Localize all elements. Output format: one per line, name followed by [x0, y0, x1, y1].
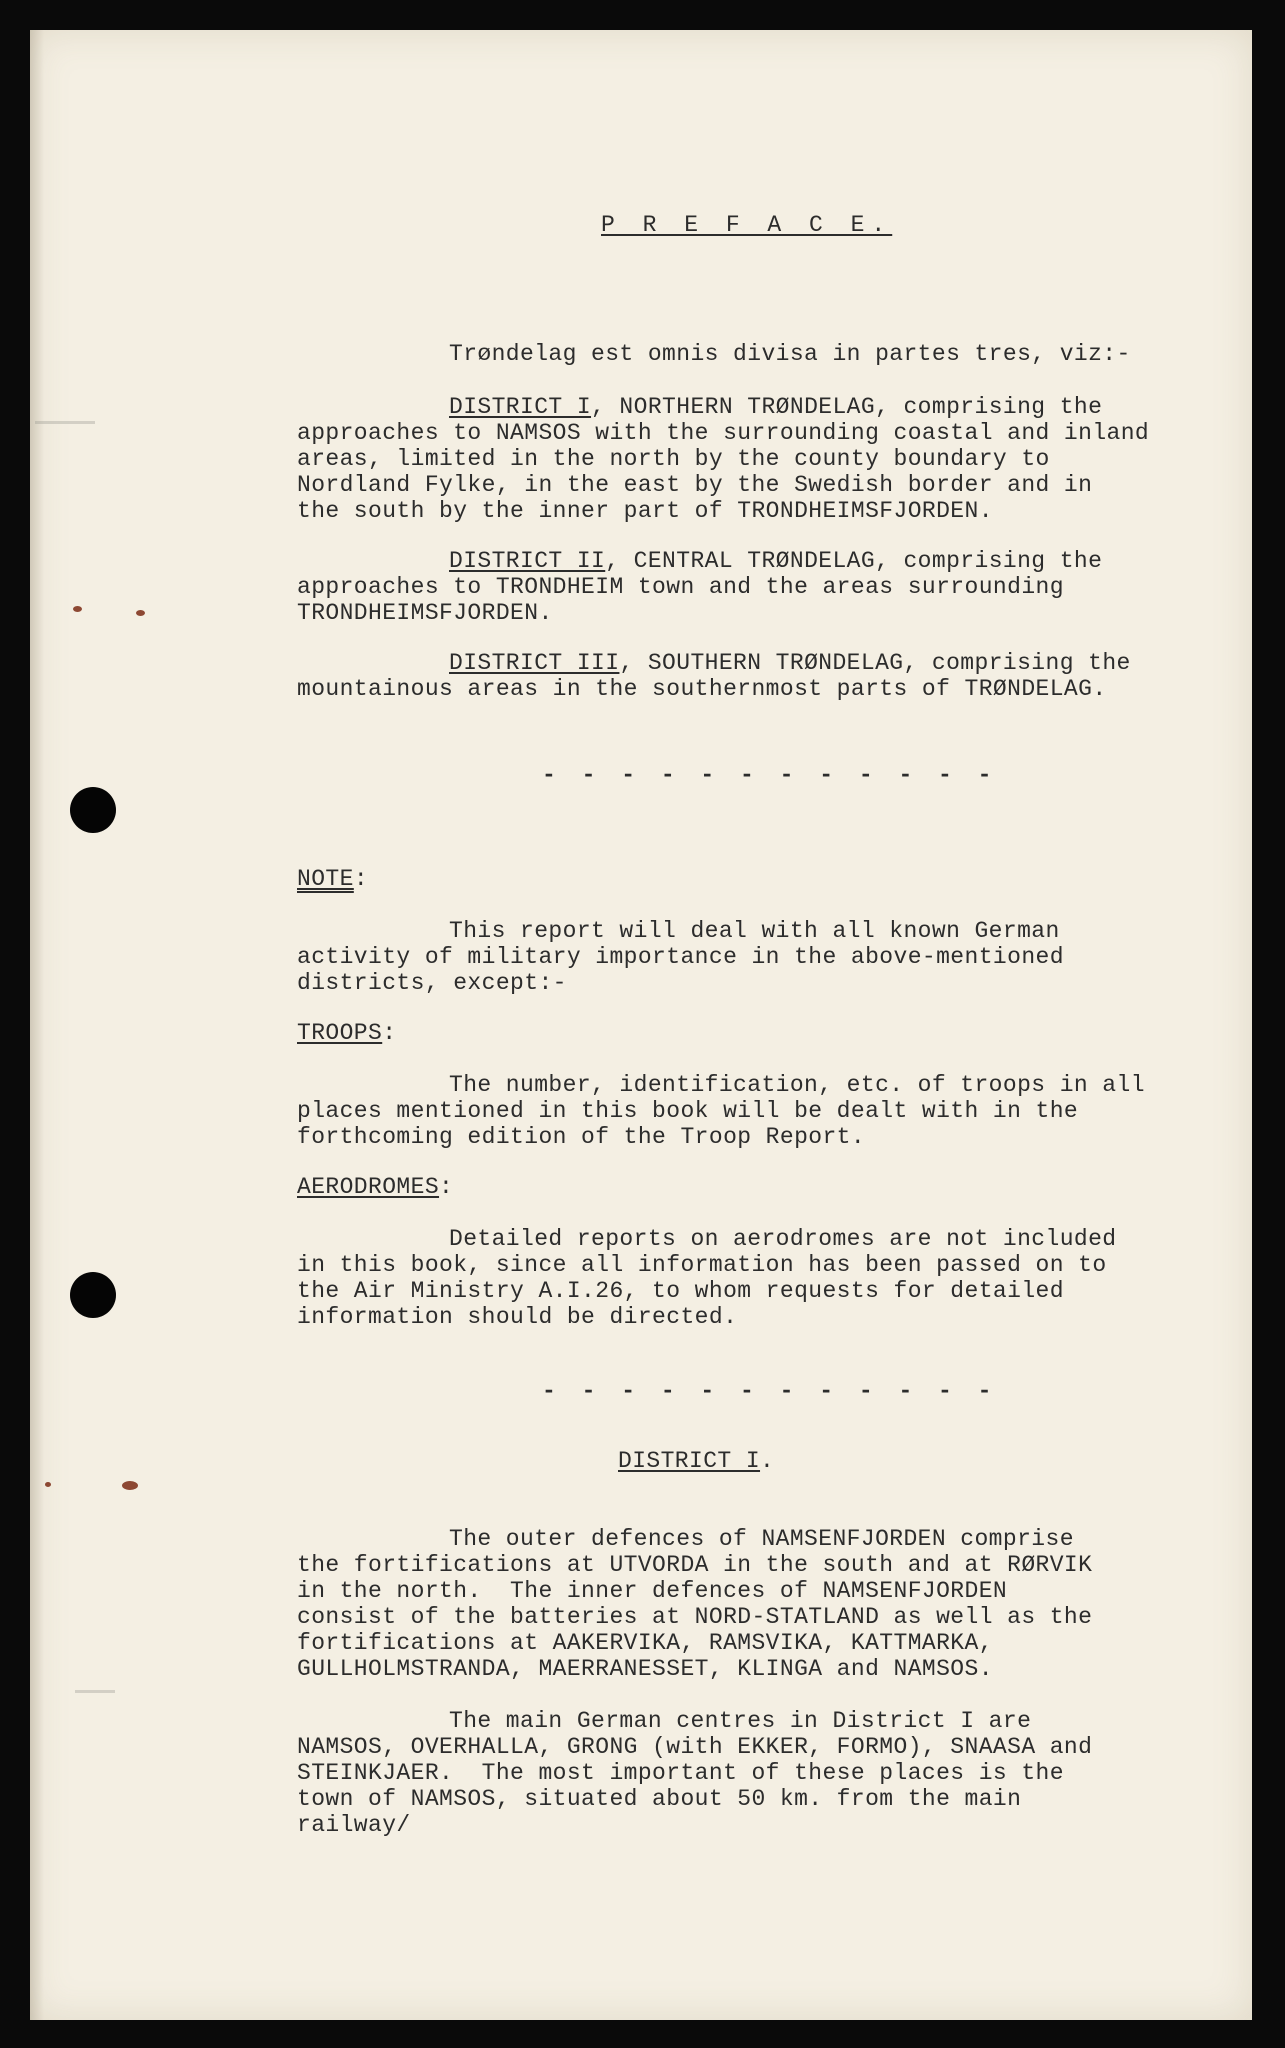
- aerodromes-heading: AERODROMES:: [297, 1174, 454, 1200]
- district-p1-line5: fortifications at AAKERVIKA, RAMSVIKA, KATTMARKA,: [297, 1630, 993, 1656]
- district2-line1: DISTRICT II, CENTRAL TRØNDELAG, comprising the: [449, 548, 1103, 574]
- district1-line2: approaches to NAMSOS with the surrounding coastal and inland: [297, 420, 1150, 446]
- aerodromes-line3: the Air Ministry A.I.26, to whom requests for detailed: [297, 1278, 1064, 1304]
- troops-line2: places mentioned in this book will be dealt with in the: [297, 1098, 1079, 1124]
- district2-line2: approaches to TRONDHEIM town and the areas surrounding: [297, 574, 1064, 600]
- note-line1: This report will deal with all known German: [449, 918, 1060, 944]
- document-page: [30, 30, 1252, 2020]
- district-p1-line2: the fortifications at UTVORDA in the south and at RØRVIK: [297, 1552, 1093, 1578]
- troops-line3: forthcoming edition of the Troop Report.: [297, 1124, 866, 1150]
- district2-label: DISTRICT II: [449, 548, 606, 574]
- district1-line1: DISTRICT I, NORTHERN TRØNDELAG, comprising the: [449, 394, 1103, 420]
- district1-line4: Nordland Fylke, in the east by the Swedish border and in: [297, 472, 1093, 498]
- troops-heading: TROOPS:: [297, 1020, 397, 1046]
- district-p1-line4: consist of the batteries at NORD-STATLAND as well as the: [297, 1604, 1093, 1630]
- aerodromes-line2: in this book, since all information has been passed on to: [297, 1252, 1107, 1278]
- typed-text: [30, 30, 1252, 2020]
- district3-label: DISTRICT III: [449, 650, 620, 676]
- district-p1-line3: in the north. The inner defences of NAMSENFJORDEN: [297, 1578, 1008, 1604]
- note-line2: activity of military importance in the above-mentioned: [297, 944, 1064, 970]
- troops-line1: The number, identification, etc. of troops in all: [449, 1072, 1145, 1098]
- separator-1: - - - - - - - - - - - -: [542, 762, 998, 788]
- district-p2-line3: STEINKJAER. The most important of these places is the: [297, 1760, 1064, 1786]
- district-p2-line5: railway/: [297, 1812, 411, 1838]
- district-p2-line4: town of NAMSOS, situated about 50 km. from the main: [297, 1786, 1022, 1812]
- district-p2-line2: NAMSOS, OVERHALLA, GRONG (with EKKER, FORMO), SNAASA and: [297, 1734, 1093, 1760]
- page-title: P R E F A C E.: [601, 212, 893, 238]
- note-line3: districts, except:-: [297, 970, 567, 996]
- aerodromes-line1: Detailed reports on aerodromes are not included: [449, 1226, 1117, 1252]
- aerodromes-line4: information should be directed.: [297, 1304, 738, 1330]
- district2-line3: TRONDHEIMSFJORDEN.: [297, 600, 553, 626]
- district-section-title: DISTRICT I.: [618, 1448, 775, 1474]
- district1-line5: the south by the inner part of TRONDHEIMSFJORDEN.: [297, 498, 993, 524]
- district3-line2: mountainous areas in the southernmost parts of TRØNDELAG.: [297, 676, 1107, 702]
- district1-label: DISTRICT I: [449, 394, 592, 420]
- note-heading: NOTE:: [297, 866, 369, 892]
- district-p1-line1: The outer defences of NAMSENFJORDEN comprise: [449, 1526, 1074, 1552]
- district-p1-line6: GULLHOLMSTRANDA, MAERRANESSET, KLINGA and NAMSOS.: [297, 1656, 993, 1682]
- separator-2: - - - - - - - - - - - -: [542, 1378, 998, 1404]
- district1-line3: areas, limited in the north by the county boundary to: [297, 446, 1050, 472]
- district3-line1: DISTRICT III, SOUTHERN TRØNDELAG, comprising the: [449, 650, 1131, 676]
- district-p2-line1: The main German centres in District I are: [449, 1708, 1032, 1734]
- preface-intro: Trøndelag est omnis divisa in partes tres, viz:-: [449, 341, 1131, 367]
